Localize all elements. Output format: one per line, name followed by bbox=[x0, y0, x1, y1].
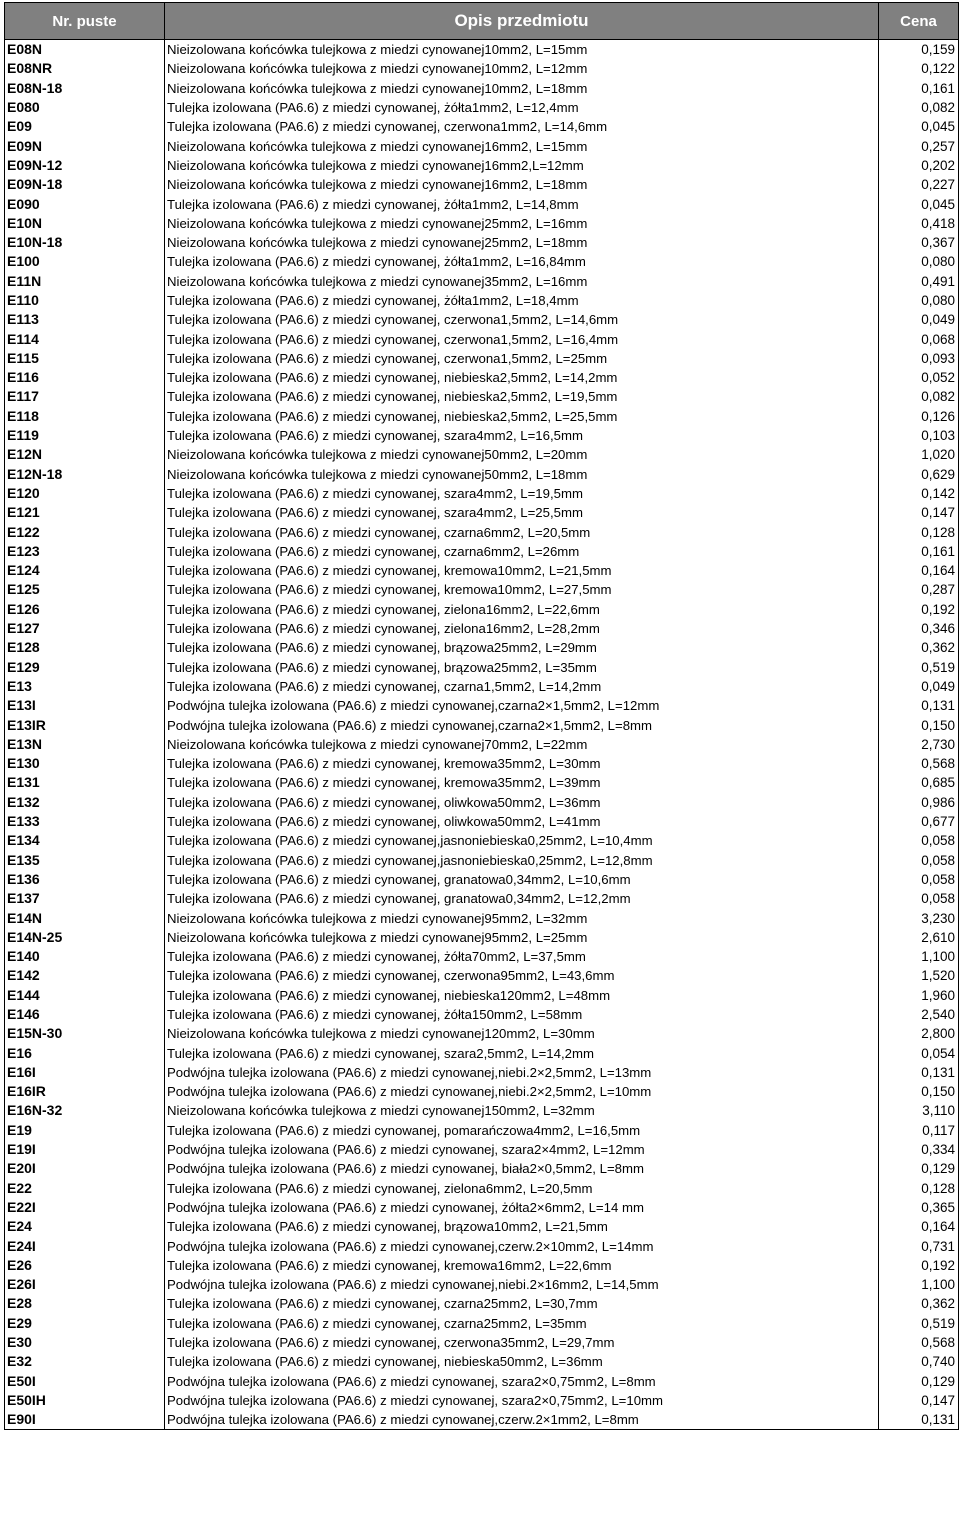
item-price: 0,202 bbox=[879, 156, 959, 175]
table-row bbox=[5, 966, 959, 985]
table-row bbox=[5, 79, 959, 98]
table-row bbox=[5, 407, 959, 426]
column-header-nr: Nr. puste bbox=[5, 3, 165, 40]
price-list-page bbox=[4, 2, 958, 1430]
table-row bbox=[5, 1256, 959, 1275]
table-row bbox=[5, 889, 959, 908]
item-description: Tulejka izolowana (PA6.6) z miedzi cynowanej, niebieska50mm2, L=36mm bbox=[165, 1352, 879, 1371]
item-price: 0,049 bbox=[879, 310, 959, 329]
item-price: 0,082 bbox=[879, 98, 959, 117]
item-description: Nieizolowana końcówka tulejkowa z miedzi cynowanej35mm2, L=16mm bbox=[165, 272, 879, 291]
item-code: E08N bbox=[5, 40, 165, 60]
item-code: E132 bbox=[5, 793, 165, 812]
item-price: 0,128 bbox=[879, 1179, 959, 1198]
item-code: E26 bbox=[5, 1256, 165, 1275]
item-price: 0,685 bbox=[879, 773, 959, 792]
item-code: E16N-32 bbox=[5, 1101, 165, 1120]
item-description: Podwójna tulejka izolowana (PA6.6) z miedzi cynowanej,niebi.2×16mm2, L=14,5mm bbox=[165, 1275, 879, 1294]
table-row bbox=[5, 1333, 959, 1352]
item-price: 0,082 bbox=[879, 387, 959, 406]
item-code: E50I bbox=[5, 1371, 165, 1390]
item-code: E24I bbox=[5, 1236, 165, 1255]
table-row bbox=[5, 291, 959, 310]
item-price: 0,045 bbox=[879, 194, 959, 213]
item-code: E136 bbox=[5, 870, 165, 889]
item-code: E124 bbox=[5, 561, 165, 580]
item-description: Podwójna tulejka izolowana (PA6.6) z miedzi cynowanej,niebi.2×2,5mm2, L=10mm bbox=[165, 1082, 879, 1101]
item-price: 0,367 bbox=[879, 233, 959, 252]
table-row bbox=[5, 947, 959, 966]
table-row bbox=[5, 1121, 959, 1140]
item-code: E15N-30 bbox=[5, 1024, 165, 1043]
item-description: Podwójna tulejka izolowana (PA6.6) z miedzi cynowanej,niebi.2×2,5mm2, L=13mm bbox=[165, 1063, 879, 1082]
item-price: 0,568 bbox=[879, 754, 959, 773]
item-description: Tulejka izolowana (PA6.6) z miedzi cynowanej, oliwkowa50mm2, L=41mm bbox=[165, 812, 879, 831]
table-row bbox=[5, 1352, 959, 1371]
item-price: 0,334 bbox=[879, 1140, 959, 1159]
item-code: E118 bbox=[5, 407, 165, 426]
item-description: Nieizolowana końcówka tulejkowa z miedzi cynowanej16mm2,L=12mm bbox=[165, 156, 879, 175]
item-price: 0,131 bbox=[879, 696, 959, 715]
table-row bbox=[5, 831, 959, 850]
item-description: Nieizolowana końcówka tulejkowa z miedzi cynowanej10mm2, L=18mm bbox=[165, 79, 879, 98]
table-row bbox=[5, 561, 959, 580]
item-description: Tulejka izolowana (PA6.6) z miedzi cynowanej, szara4mm2, L=19,5mm bbox=[165, 484, 879, 503]
column-header-description: Opis przedmiotu bbox=[165, 3, 879, 40]
item-description: Nieizolowana końcówka tulejkowa z miedzi cynowanej25mm2, L=18mm bbox=[165, 233, 879, 252]
item-description: Nieizolowana końcówka tulejkowa z miedzi cynowanej16mm2, L=18mm bbox=[165, 175, 879, 194]
item-code: E11N bbox=[5, 272, 165, 291]
item-price: 0,986 bbox=[879, 793, 959, 812]
item-description: Tulejka izolowana (PA6.6) z miedzi cynowanej, żółta1mm2, L=18,4mm bbox=[165, 291, 879, 310]
item-price: 0,227 bbox=[879, 175, 959, 194]
table-row bbox=[5, 1043, 959, 1062]
item-code: E110 bbox=[5, 291, 165, 310]
item-code: E20I bbox=[5, 1159, 165, 1178]
item-price: 0,629 bbox=[879, 465, 959, 484]
item-code: E126 bbox=[5, 600, 165, 619]
item-description: Tulejka izolowana (PA6.6) z miedzi cynowanej, kremowa10mm2, L=27,5mm bbox=[165, 580, 879, 599]
item-description: Tulejka izolowana (PA6.6) z miedzi cynowanej, granatowa0,34mm2, L=10,6mm bbox=[165, 870, 879, 889]
item-code: E121 bbox=[5, 503, 165, 522]
item-code: E13IR bbox=[5, 715, 165, 734]
item-code: E140 bbox=[5, 947, 165, 966]
item-description: Podwójna tulejka izolowana (PA6.6) z miedzi cynowanej, żółta2×6mm2, L=14 mm bbox=[165, 1198, 879, 1217]
item-description: Nieizolowana końcówka tulejkowa z miedzi cynowanej120mm2, L=30mm bbox=[165, 1024, 879, 1043]
item-price: 0,147 bbox=[879, 1391, 959, 1410]
item-description: Nieizolowana końcówka tulejkowa z miedzi cynowanej50mm2, L=20mm bbox=[165, 445, 879, 464]
table-row bbox=[5, 1101, 959, 1120]
item-description: Tulejka izolowana (PA6.6) z miedzi cynowanej, niebieska2,5mm2, L=14,2mm bbox=[165, 368, 879, 387]
item-price: 0,150 bbox=[879, 1082, 959, 1101]
item-description: Nieizolowana końcówka tulejkowa z miedzi cynowanej95mm2, L=25mm bbox=[165, 928, 879, 947]
item-price: 0,054 bbox=[879, 1043, 959, 1062]
item-price: 0,128 bbox=[879, 522, 959, 541]
item-price: 0,192 bbox=[879, 1256, 959, 1275]
item-code: E122 bbox=[5, 522, 165, 541]
table-row bbox=[5, 136, 959, 155]
item-price: 0,159 bbox=[879, 40, 959, 60]
table-row bbox=[5, 1391, 959, 1410]
item-description: Nieizolowana końcówka tulejkowa z miedzi cynowanej150mm2, L=32mm bbox=[165, 1101, 879, 1120]
table-row bbox=[5, 387, 959, 406]
table-row bbox=[5, 214, 959, 233]
item-code: E127 bbox=[5, 619, 165, 638]
item-price: 0,677 bbox=[879, 812, 959, 831]
item-code: E16IR bbox=[5, 1082, 165, 1101]
item-code: E26I bbox=[5, 1275, 165, 1294]
table-row bbox=[5, 98, 959, 117]
table-row bbox=[5, 1179, 959, 1198]
item-price: 0,491 bbox=[879, 272, 959, 291]
item-description: Tulejka izolowana (PA6.6) z miedzi cynowanej,jasnoniebieska0,25mm2, L=10,4mm bbox=[165, 831, 879, 850]
item-description: Nieizolowana końcówka tulejkowa z miedzi cynowanej16mm2, L=15mm bbox=[165, 136, 879, 155]
item-price: 2,610 bbox=[879, 928, 959, 947]
item-code: E50IH bbox=[5, 1391, 165, 1410]
table-row bbox=[5, 194, 959, 213]
item-code: E19I bbox=[5, 1140, 165, 1159]
item-code: E080 bbox=[5, 98, 165, 117]
item-price: 0,068 bbox=[879, 329, 959, 348]
item-price: 0,150 bbox=[879, 715, 959, 734]
table-row bbox=[5, 735, 959, 754]
item-price: 2,730 bbox=[879, 735, 959, 754]
item-price: 3,230 bbox=[879, 908, 959, 927]
item-code: E09 bbox=[5, 117, 165, 136]
item-description: Tulejka izolowana (PA6.6) z miedzi cynowanej, kremowa35mm2, L=39mm bbox=[165, 773, 879, 792]
item-price: 1,020 bbox=[879, 445, 959, 464]
item-code: E29 bbox=[5, 1314, 165, 1333]
item-code: E14N bbox=[5, 908, 165, 927]
item-price: 0,122 bbox=[879, 59, 959, 78]
item-price: 0,731 bbox=[879, 1236, 959, 1255]
table-body bbox=[5, 40, 959, 1430]
table-row bbox=[5, 696, 959, 715]
item-price: 2,540 bbox=[879, 1005, 959, 1024]
item-description: Tulejka izolowana (PA6.6) z miedzi cynowanej, czerwona1mm2, L=14,6mm bbox=[165, 117, 879, 136]
table-row bbox=[5, 1410, 959, 1430]
item-description: Tulejka izolowana (PA6.6) z miedzi cynowanej, szara2,5mm2, L=14,2mm bbox=[165, 1043, 879, 1062]
table-row bbox=[5, 1275, 959, 1294]
item-price: 0,080 bbox=[879, 252, 959, 271]
table-row bbox=[5, 1314, 959, 1333]
table-row bbox=[5, 175, 959, 194]
item-price: 0,740 bbox=[879, 1352, 959, 1371]
item-description: Tulejka izolowana (PA6.6) z miedzi cynowanej, brązowa25mm2, L=29mm bbox=[165, 638, 879, 657]
table-row bbox=[5, 677, 959, 696]
item-code: E142 bbox=[5, 966, 165, 985]
item-price: 0,129 bbox=[879, 1371, 959, 1390]
item-description: Nieizolowana końcówka tulejkowa z miedzi cynowanej10mm2, L=15mm bbox=[165, 40, 879, 60]
item-description: Podwójna tulejka izolowana (PA6.6) z miedzi cynowanej, szara2×0,75mm2, L=8mm bbox=[165, 1371, 879, 1390]
table-row bbox=[5, 1217, 959, 1236]
item-price: 0,362 bbox=[879, 638, 959, 657]
table-row bbox=[5, 812, 959, 831]
item-description: Tulejka izolowana (PA6.6) z miedzi cynowanej, niebieska2,5mm2, L=25,5mm bbox=[165, 407, 879, 426]
item-description: Tulejka izolowana (PA6.6) z miedzi cynowanej, zielona16mm2, L=22,6mm bbox=[165, 600, 879, 619]
item-description: Tulejka izolowana (PA6.6) z miedzi cynowanej, czerwona1,5mm2, L=16,4mm bbox=[165, 329, 879, 348]
table-row bbox=[5, 426, 959, 445]
table-row bbox=[5, 754, 959, 773]
table-row bbox=[5, 1159, 959, 1178]
item-code: E90I bbox=[5, 1410, 165, 1430]
table-row bbox=[5, 484, 959, 503]
item-price: 0,362 bbox=[879, 1294, 959, 1313]
item-code: E133 bbox=[5, 812, 165, 831]
table-row bbox=[5, 329, 959, 348]
table-row bbox=[5, 310, 959, 329]
item-code: E119 bbox=[5, 426, 165, 445]
item-description: Nieizolowana końcówka tulejkowa z miedzi cynowanej50mm2, L=18mm bbox=[165, 465, 879, 484]
item-description: Tulejka izolowana (PA6.6) z miedzi cynowanej, czarna1,5mm2, L=14,2mm bbox=[165, 677, 879, 696]
item-code: E128 bbox=[5, 638, 165, 657]
table-row bbox=[5, 59, 959, 78]
item-code: E09N bbox=[5, 136, 165, 155]
item-price: 1,520 bbox=[879, 966, 959, 985]
item-description: Tulejka izolowana (PA6.6) z miedzi cynowanej, żółta1mm2, L=14,8mm bbox=[165, 194, 879, 213]
item-description: Tulejka izolowana (PA6.6) z miedzi cynowanej, czarna25mm2, L=35mm bbox=[165, 1314, 879, 1333]
item-price: 0,058 bbox=[879, 850, 959, 869]
item-price: 0,117 bbox=[879, 1121, 959, 1140]
table-row bbox=[5, 503, 959, 522]
item-code: E13 bbox=[5, 677, 165, 696]
item-code: E08NR bbox=[5, 59, 165, 78]
item-description: Tulejka izolowana (PA6.6) z miedzi cynowanej, czarna6mm2, L=20,5mm bbox=[165, 522, 879, 541]
item-code: E13I bbox=[5, 696, 165, 715]
column-header-price: Cena bbox=[879, 3, 959, 40]
item-price: 0,058 bbox=[879, 889, 959, 908]
table-row bbox=[5, 1063, 959, 1082]
item-code: E113 bbox=[5, 310, 165, 329]
table-row bbox=[5, 638, 959, 657]
item-price: 0,164 bbox=[879, 1217, 959, 1236]
item-description: Podwójna tulejka izolowana (PA6.6) z miedzi cynowanej, szara2×4mm2, L=12mm bbox=[165, 1140, 879, 1159]
table-row bbox=[5, 1236, 959, 1255]
item-price: 0,045 bbox=[879, 117, 959, 136]
table-row bbox=[5, 368, 959, 387]
table-row bbox=[5, 156, 959, 175]
item-description: Podwójna tulejka izolowana (PA6.6) z miedzi cynowanej,czerw.2×1mm2, L=8mm bbox=[165, 1410, 879, 1430]
item-description: Tulejka izolowana (PA6.6) z miedzi cynowanej, granatowa0,34mm2, L=12,2mm bbox=[165, 889, 879, 908]
item-description: Podwójna tulejka izolowana (PA6.6) z miedzi cynowanej,czarna2×1,5mm2, L=8mm bbox=[165, 715, 879, 734]
table-row bbox=[5, 580, 959, 599]
item-description: Tulejka izolowana (PA6.6) z miedzi cynowanej, czarna6mm2, L=26mm bbox=[165, 542, 879, 561]
item-code: E120 bbox=[5, 484, 165, 503]
item-description: Nieizolowana końcówka tulejkowa z miedzi cynowanej25mm2, L=16mm bbox=[165, 214, 879, 233]
item-code: E32 bbox=[5, 1352, 165, 1371]
table-row bbox=[5, 908, 959, 927]
item-description: Tulejka izolowana (PA6.6) z miedzi cynowanej, pomarańczowa4mm2, L=16,5mm bbox=[165, 1121, 879, 1140]
item-description: Nieizolowana końcówka tulejkowa z miedzi cynowanej10mm2, L=12mm bbox=[165, 59, 879, 78]
item-price: 0,049 bbox=[879, 677, 959, 696]
item-description: Tulejka izolowana (PA6.6) z miedzi cynowanej, brązowa25mm2, L=35mm bbox=[165, 658, 879, 677]
table-row bbox=[5, 252, 959, 271]
item-description: Tulejka izolowana (PA6.6) z miedzi cynowanej, brązowa10mm2, L=21,5mm bbox=[165, 1217, 879, 1236]
item-code: E131 bbox=[5, 773, 165, 792]
item-code: E12N-18 bbox=[5, 465, 165, 484]
item-code: E19 bbox=[5, 1121, 165, 1140]
item-code: E13N bbox=[5, 735, 165, 754]
table-row bbox=[5, 793, 959, 812]
item-code: E14N-25 bbox=[5, 928, 165, 947]
item-price: 0,080 bbox=[879, 291, 959, 310]
item-description: Tulejka izolowana (PA6.6) z miedzi cynowanej, żółta150mm2, L=58mm bbox=[165, 1005, 879, 1024]
table-row bbox=[5, 40, 959, 60]
item-code: E28 bbox=[5, 1294, 165, 1313]
item-price: 1,100 bbox=[879, 947, 959, 966]
table-row bbox=[5, 542, 959, 561]
item-code: E146 bbox=[5, 1005, 165, 1024]
item-price: 0,058 bbox=[879, 870, 959, 889]
table-row bbox=[5, 117, 959, 136]
item-code: E144 bbox=[5, 986, 165, 1005]
item-code: E10N-18 bbox=[5, 233, 165, 252]
item-description: Tulejka izolowana (PA6.6) z miedzi cynowanej, niebieska2,5mm2, L=19,5mm bbox=[165, 387, 879, 406]
price-table bbox=[4, 2, 959, 1430]
item-code: E16I bbox=[5, 1063, 165, 1082]
item-code: E117 bbox=[5, 387, 165, 406]
item-description: Podwójna tulejka izolowana (PA6.6) z miedzi cynowanej, biała2×0,5mm2, L=8mm bbox=[165, 1159, 879, 1178]
item-code: E116 bbox=[5, 368, 165, 387]
item-description: Tulejka izolowana (PA6.6) z miedzi cynowanej, żółta1mm2, L=16,84mm bbox=[165, 252, 879, 271]
table-row bbox=[5, 870, 959, 889]
item-code: E16 bbox=[5, 1043, 165, 1062]
table-row bbox=[5, 1140, 959, 1159]
item-description: Tulejka izolowana (PA6.6) z miedzi cynowanej, szara4mm2, L=16,5mm bbox=[165, 426, 879, 445]
table-row bbox=[5, 619, 959, 638]
item-price: 0,161 bbox=[879, 542, 959, 561]
item-price: 0,142 bbox=[879, 484, 959, 503]
item-code: E08N-18 bbox=[5, 79, 165, 98]
item-price: 0,147 bbox=[879, 503, 959, 522]
table-row bbox=[5, 272, 959, 291]
item-price: 0,103 bbox=[879, 426, 959, 445]
item-price: 0,164 bbox=[879, 561, 959, 580]
item-code: E100 bbox=[5, 252, 165, 271]
item-code: E24 bbox=[5, 1217, 165, 1236]
item-description: Tulejka izolowana (PA6.6) z miedzi cynowanej,jasnoniebieska0,25mm2, L=12,8mm bbox=[165, 850, 879, 869]
item-price: 0,519 bbox=[879, 1314, 959, 1333]
item-code: E134 bbox=[5, 831, 165, 850]
item-code: E129 bbox=[5, 658, 165, 677]
item-description: Tulejka izolowana (PA6.6) z miedzi cynowanej, czerwona35mm2, L=29,7mm bbox=[165, 1333, 879, 1352]
item-price: 0,346 bbox=[879, 619, 959, 638]
item-code: E22 bbox=[5, 1179, 165, 1198]
table-row bbox=[5, 715, 959, 734]
table-row bbox=[5, 233, 959, 252]
item-price: 0,257 bbox=[879, 136, 959, 155]
item-price: 0,418 bbox=[879, 214, 959, 233]
item-price: 0,192 bbox=[879, 600, 959, 619]
item-description: Tulejka izolowana (PA6.6) z miedzi cynowanej, oliwkowa50mm2, L=36mm bbox=[165, 793, 879, 812]
table-row bbox=[5, 349, 959, 368]
item-description: Tulejka izolowana (PA6.6) z miedzi cynowanej, kremowa35mm2, L=30mm bbox=[165, 754, 879, 773]
table-header-row bbox=[5, 3, 959, 40]
table-row bbox=[5, 600, 959, 619]
table-row bbox=[5, 465, 959, 484]
item-description: Tulejka izolowana (PA6.6) z miedzi cynowanej, kremowa16mm2, L=22,6mm bbox=[165, 1256, 879, 1275]
item-description: Tulejka izolowana (PA6.6) z miedzi cynowanej, czerwona1,5mm2, L=25mm bbox=[165, 349, 879, 368]
table-row bbox=[5, 1005, 959, 1024]
item-code: E12N bbox=[5, 445, 165, 464]
table-row bbox=[5, 773, 959, 792]
item-code: E09N-18 bbox=[5, 175, 165, 194]
item-price: 0,058 bbox=[879, 831, 959, 850]
table-row bbox=[5, 1294, 959, 1313]
table-row bbox=[5, 1024, 959, 1043]
item-price: 3,110 bbox=[879, 1101, 959, 1120]
item-price: 0,568 bbox=[879, 1333, 959, 1352]
item-code: E135 bbox=[5, 850, 165, 869]
item-description: Tulejka izolowana (PA6.6) z miedzi cynowanej, żółta1mm2, L=12,4mm bbox=[165, 98, 879, 117]
table-row bbox=[5, 1082, 959, 1101]
item-price: 0,519 bbox=[879, 658, 959, 677]
item-price: 0,131 bbox=[879, 1063, 959, 1082]
item-code: E137 bbox=[5, 889, 165, 908]
item-description: Podwójna tulejka izolowana (PA6.6) z miedzi cynowanej,czerw.2×10mm2, L=14mm bbox=[165, 1236, 879, 1255]
item-description: Tulejka izolowana (PA6.6) z miedzi cynowanej, zielona6mm2, L=20,5mm bbox=[165, 1179, 879, 1198]
item-price: 2,800 bbox=[879, 1024, 959, 1043]
item-description: Tulejka izolowana (PA6.6) z miedzi cynowanej, żółta70mm2, L=37,5mm bbox=[165, 947, 879, 966]
item-price: 0,287 bbox=[879, 580, 959, 599]
item-description: Tulejka izolowana (PA6.6) z miedzi cynowanej, zielona16mm2, L=28,2mm bbox=[165, 619, 879, 638]
table-row bbox=[5, 445, 959, 464]
item-code: E10N bbox=[5, 214, 165, 233]
item-price: 0,093 bbox=[879, 349, 959, 368]
item-code: E090 bbox=[5, 194, 165, 213]
item-description: Tulejka izolowana (PA6.6) z miedzi cynowanej, czerwona1,5mm2, L=14,6mm bbox=[165, 310, 879, 329]
item-code: E22I bbox=[5, 1198, 165, 1217]
item-price: 0,129 bbox=[879, 1159, 959, 1178]
item-price: 1,960 bbox=[879, 986, 959, 1005]
item-code: E114 bbox=[5, 329, 165, 348]
item-price: 1,100 bbox=[879, 1275, 959, 1294]
item-description: Tulejka izolowana (PA6.6) z miedzi cynowanej, czerwona95mm2, L=43,6mm bbox=[165, 966, 879, 985]
item-code: E125 bbox=[5, 580, 165, 599]
item-description: Podwójna tulejka izolowana (PA6.6) z miedzi cynowanej, szara2×0,75mm2, L=10mm bbox=[165, 1391, 879, 1410]
item-price: 0,131 bbox=[879, 1410, 959, 1430]
item-description: Tulejka izolowana (PA6.6) z miedzi cynowanej, niebieska120mm2, L=48mm bbox=[165, 986, 879, 1005]
item-price: 0,365 bbox=[879, 1198, 959, 1217]
item-code: E130 bbox=[5, 754, 165, 773]
item-code: E123 bbox=[5, 542, 165, 561]
table-row bbox=[5, 928, 959, 947]
item-price: 0,161 bbox=[879, 79, 959, 98]
table-row bbox=[5, 850, 959, 869]
table-row bbox=[5, 986, 959, 1005]
item-price: 0,126 bbox=[879, 407, 959, 426]
item-price: 0,052 bbox=[879, 368, 959, 387]
item-description: Tulejka izolowana (PA6.6) z miedzi cynowanej, szara4mm2, L=25,5mm bbox=[165, 503, 879, 522]
item-description: Nieizolowana końcówka tulejkowa z miedzi cynowanej95mm2, L=32mm bbox=[165, 908, 879, 927]
table-row bbox=[5, 658, 959, 677]
item-code: E115 bbox=[5, 349, 165, 368]
item-description: Podwójna tulejka izolowana (PA6.6) z miedzi cynowanej,czarna2×1,5mm2, L=12mm bbox=[165, 696, 879, 715]
item-code: E09N-12 bbox=[5, 156, 165, 175]
table-row bbox=[5, 1371, 959, 1390]
table-row bbox=[5, 1198, 959, 1217]
item-description: Tulejka izolowana (PA6.6) z miedzi cynowanej, kremowa10mm2, L=21,5mm bbox=[165, 561, 879, 580]
item-code: E30 bbox=[5, 1333, 165, 1352]
item-description: Tulejka izolowana (PA6.6) z miedzi cynowanej, czarna25mm2, L=30,7mm bbox=[165, 1294, 879, 1313]
item-description: Nieizolowana końcówka tulejkowa z miedzi cynowanej70mm2, L=22mm bbox=[165, 735, 879, 754]
table-row bbox=[5, 522, 959, 541]
